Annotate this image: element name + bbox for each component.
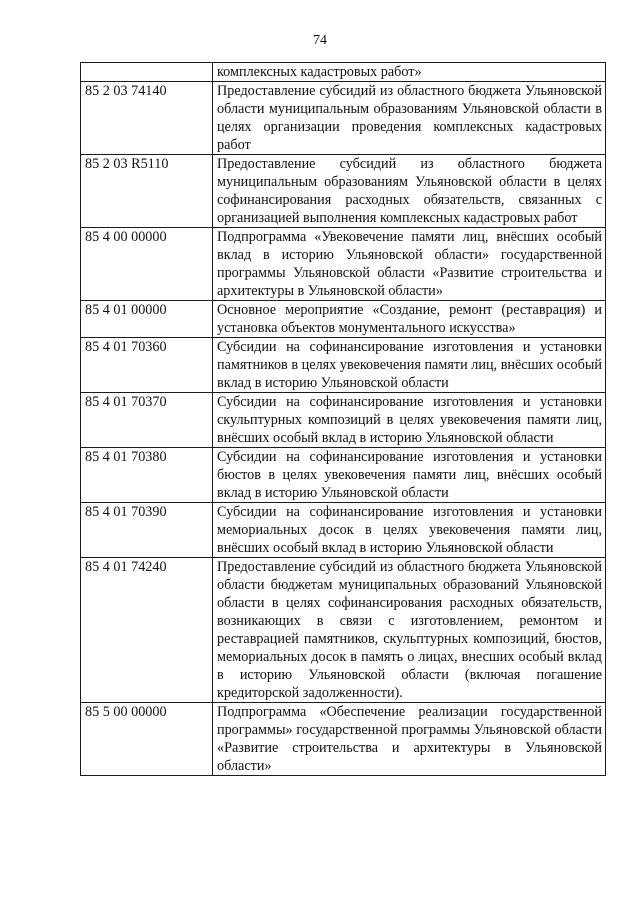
table-row (81, 393, 606, 448)
description-cell: Подпрограмма «Увековечение памяти лиц, внёсших особый вклад в историю Ульяновской области» государственной программы Ульяновской области «Развитие строительства и архитектуры в Ульяновской области» (213, 228, 606, 301)
description-cell: Предоставление субсидий из областного бюджета муниципальным образованиям Ульяновской области в целях софинансирования расходных обязательств, связанных с организацией выполнения комплексных кадастровых работ (213, 155, 606, 228)
table-row (81, 82, 606, 155)
description-cell: Предоставление субсидий из областного бюджета Ульяновской области муниципальным образованиям Ульяновской области в целях организации проведения комплексных кадастровых работ (213, 82, 606, 155)
code-cell: 85 4 00 00000 (81, 228, 213, 301)
description-cell: Предоставление субсидий из областного бюджета Ульяновской области бюджетам муниципальных образований Ульяновской области в целях софинансирования расходных обязательств, возникающих в связи с изготовлением, ремонтом и реставрацией памятников, скульптурных композиций, бюстов, мемориальных досок в память о лицах, внесших особый вклад в историю Ульяновской области (включая погашение кредиторской задолженности). (213, 558, 606, 703)
description-cell: Субсидии на софинансирование изготовления и установки бюстов в целях увековечения памяти лиц, внёсших особый вклад в историю Ульяновской области (213, 448, 606, 503)
table-row (81, 338, 606, 393)
code-cell: 85 4 01 70390 (81, 503, 213, 558)
description-cell: Субсидии на софинансирование изготовления и установки скульптурных композиций в целях увековечения памяти лиц, внёсших особый вклад в историю Ульяновской области (213, 393, 606, 448)
code-cell: 85 2 03 74140 (81, 82, 213, 155)
description-cell: Субсидии на софинансирование изготовления и установки памятников в целях увековечения памяти лиц, внёсших особый вклад в историю Ульяновской области (213, 338, 606, 393)
code-cell (81, 63, 213, 82)
description-cell: Подпрограмма «Обеспечение реализации государственной программы» государственной программы Ульяновской области «Развитие строительства и архитектуры в Ульяновской области» (213, 703, 606, 776)
budget-classification-table (80, 62, 606, 776)
code-cell: 85 4 01 70370 (81, 393, 213, 448)
table-row (81, 503, 606, 558)
code-cell: 85 4 01 00000 (81, 301, 213, 338)
code-cell: 85 4 01 70380 (81, 448, 213, 503)
table-row (81, 228, 606, 301)
page-number: 74 (313, 33, 327, 48)
code-cell: 85 4 01 74240 (81, 558, 213, 703)
code-cell: 85 5 00 00000 (81, 703, 213, 776)
table-row (81, 558, 606, 703)
table-row (81, 301, 606, 338)
code-cell: 85 4 01 70360 (81, 338, 213, 393)
description-cell: Субсидии на софинансирование изготовления и установки мемориальных досок в целях увековечения памяти лиц, внёсших особый вклад в историю Ульяновской области (213, 503, 606, 558)
table-row (81, 703, 606, 776)
table-row (81, 448, 606, 503)
description-cell: Основное мероприятие «Создание, ремонт (реставрация) и установка объектов монументального искусства» (213, 301, 606, 338)
table-row (81, 155, 606, 228)
description-cell: комплексных кадастровых работ» (213, 63, 606, 82)
table-row (81, 63, 606, 82)
code-cell: 85 2 03 R5110 (81, 155, 213, 228)
